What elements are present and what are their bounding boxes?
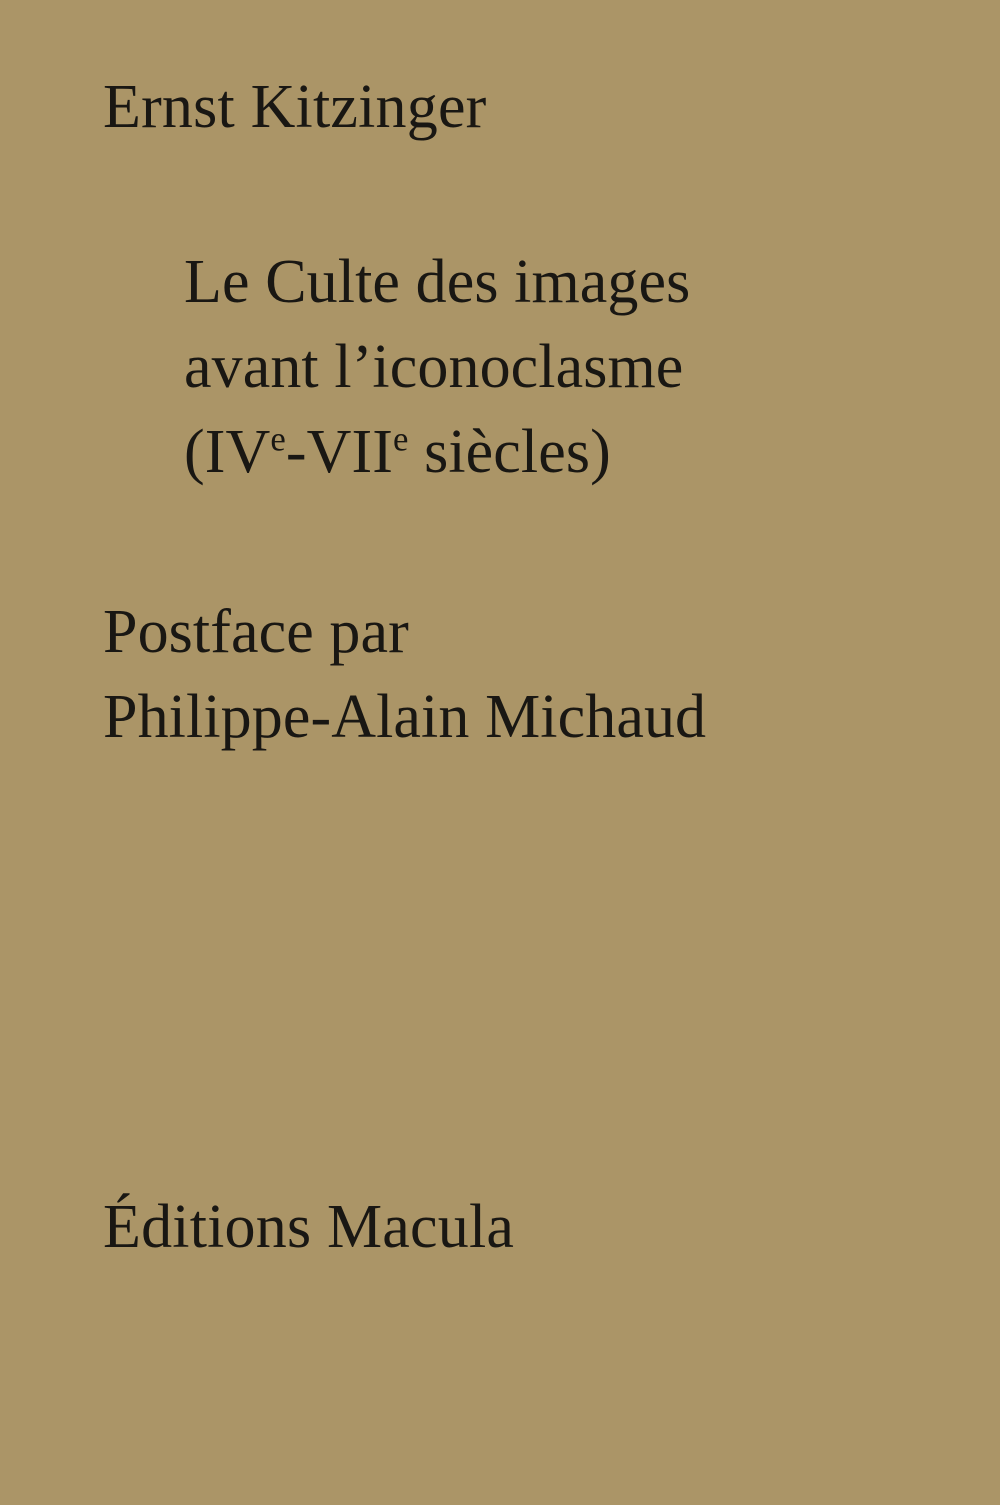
author-name: Ernst Kitzinger: [103, 73, 487, 141]
publisher-name: Éditions Macula: [103, 1193, 515, 1261]
postface-line-2: Philippe-Alain Michaud: [103, 682, 707, 751]
book-title: [184, 240, 964, 495]
title-line-3-suffix: siècles): [408, 417, 611, 486]
title-line-3-middle: -VII: [285, 417, 394, 486]
title-line-2: avant l’iconoclasme: [184, 332, 684, 401]
title-line-3-superscript-2: e: [393, 419, 409, 459]
postface-credit: [103, 590, 963, 760]
title-line-1: Le Culte des images: [184, 248, 691, 316]
title-line-3: [184, 410, 964, 495]
title-line-3-superscript-1: e: [270, 419, 286, 459]
postface-line-1: Postface par: [103, 598, 409, 666]
title-line-3-prefix: (IV: [184, 417, 271, 486]
